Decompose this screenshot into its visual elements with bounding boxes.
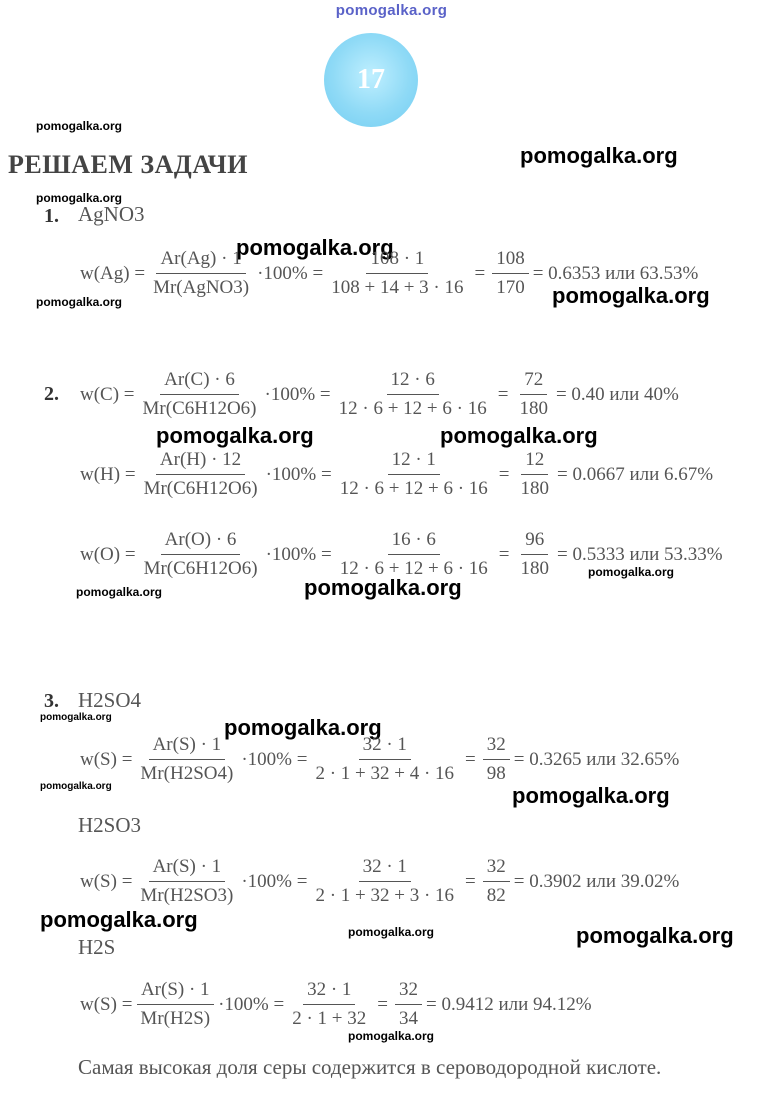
watermark: pomogalka.org	[224, 715, 382, 740]
watermark: pomogalka.org	[512, 783, 670, 808]
watermark: pomogalka.org	[348, 1029, 435, 1043]
watermark: pomogalka.org	[576, 923, 734, 948]
conclusion-text: Самая высокая доля серы содержится в сероводородной кислоте.	[78, 1055, 662, 1079]
formula-s-h2s: w(S) = $\frac{Ar(S) \cdot 1}{Mr(H2S)}$ ·100% = $\frac{32 \cdot 1}{2 \cdot 1 + 32}$ = $\frac{32}{34}$ = 0.9412 или 94.12%	[80, 979, 592, 1029]
watermark: pomogalka.org	[520, 143, 678, 168]
formula-s-h2so3: w(S) = $\frac{Ar(S) \cdot 1}{Mr(H2SO3)}$ ·100% = $\frac{32 \cdot 1}{2 \cdot 1 + 32 + 3 \cdot 16}$ = $\frac{32}{82}$ = 0.3902 или 39.02%	[80, 856, 680, 906]
formula-result: = 0.6353 или 63.53%	[532, 262, 699, 284]
formula-s-h2so4: w(S) = $\frac{Ar(S) \cdot 1}{Mr(H2SO4)}$ ·100% = $\frac{32 \cdot 1}{2 \cdot 1 + 32 + 4 \cdot 16}$ = $\frac{32}{98}$ = 0.3265 или 32.65%	[80, 734, 680, 784]
site-header-watermark: pomogalka.org	[335, 2, 448, 19]
problem-number: 1.	[44, 205, 59, 227]
watermark: pomogalka.org	[36, 119, 123, 133]
watermark: pomogalka.org	[236, 235, 394, 260]
compound-label: AgNO3	[78, 202, 145, 226]
problem-number: 3.	[44, 690, 59, 712]
percent-op: ·100% =	[257, 262, 324, 284]
watermark: pomogalka.org	[36, 295, 123, 309]
compound-label: H2SO3	[78, 813, 142, 837]
fraction: $\frac{108}{170}$	[492, 247, 529, 300]
compound-label: H2SO4	[78, 688, 142, 712]
watermark: pomogalka.org	[348, 925, 435, 939]
fraction: $\frac{108 \cdot 1}{108 + 14 + 3 \cdot 16}$	[331, 248, 464, 298]
page-number: 17	[357, 64, 385, 95]
formula-h: w(H) = $\frac{Ar(H) \cdot 12}{Mr(C6H12O6)}$ ·100% = $\frac{12 \cdot 1}{12 \cdot 6 + 12 + 6 \cdot 16}$ = $\frac{12}{180}$ = 0.0667 или 6.67%	[80, 449, 714, 499]
watermark: pomogalka.org	[36, 191, 123, 205]
watermark: pomogalka.org	[552, 283, 710, 308]
watermark: pomogalka.org	[588, 565, 675, 579]
formula-o: w(O) = $\frac{Ar(O) \cdot 6}{Mr(C6H12O6)}$ ·100% = $\frac{16 \cdot 6}{12 \cdot 6 + 12 + 6 \cdot 16}$ = $\frac{96}{180}$ = 0.5333 или 53.33%	[80, 529, 723, 579]
page-number-badge	[324, 33, 418, 127]
watermark: pomogalka.org	[304, 575, 462, 600]
compound-label: H2S	[78, 935, 116, 959]
watermark: pomogalka.org	[40, 712, 112, 723]
formula-lhs: w(Ag) =	[80, 262, 146, 284]
page-title: РЕШАЕМ ЗАДАЧИ	[8, 150, 248, 179]
problem-number: 2.	[44, 383, 59, 405]
fraction: $\frac{Ar(Ag) \cdot 1}{\text{Mr(AgNO3)}}$	[153, 248, 250, 298]
watermark: pomogalka.org	[40, 907, 198, 932]
watermark: pomogalka.org	[440, 423, 598, 448]
watermark: pomogalka.org	[76, 585, 163, 599]
formula-ag: w(Ag) = $\frac{Ar(Ag) \cdot 1}{\text{Mr(AgNO3)}}$ ·100% = $\frac{108 \cdot 1}{108 + 14 + 3 \cdot 16}$ = $\frac{108}{170}$ = 0.6353 или 63.53%	[80, 248, 699, 298]
formula-c: w(C) = $\frac{Ar(C) \cdot 6}{Mr(C6H12O6)}$ ·100% = $\frac{12 \cdot 6}{12 \cdot 6 + 12 + 6 \cdot 16}$ = $\frac{72}{180}$ = 0.40 или 40%	[80, 369, 679, 419]
watermark: pomogalka.org	[40, 781, 112, 792]
watermark: pomogalka.org	[156, 423, 314, 448]
